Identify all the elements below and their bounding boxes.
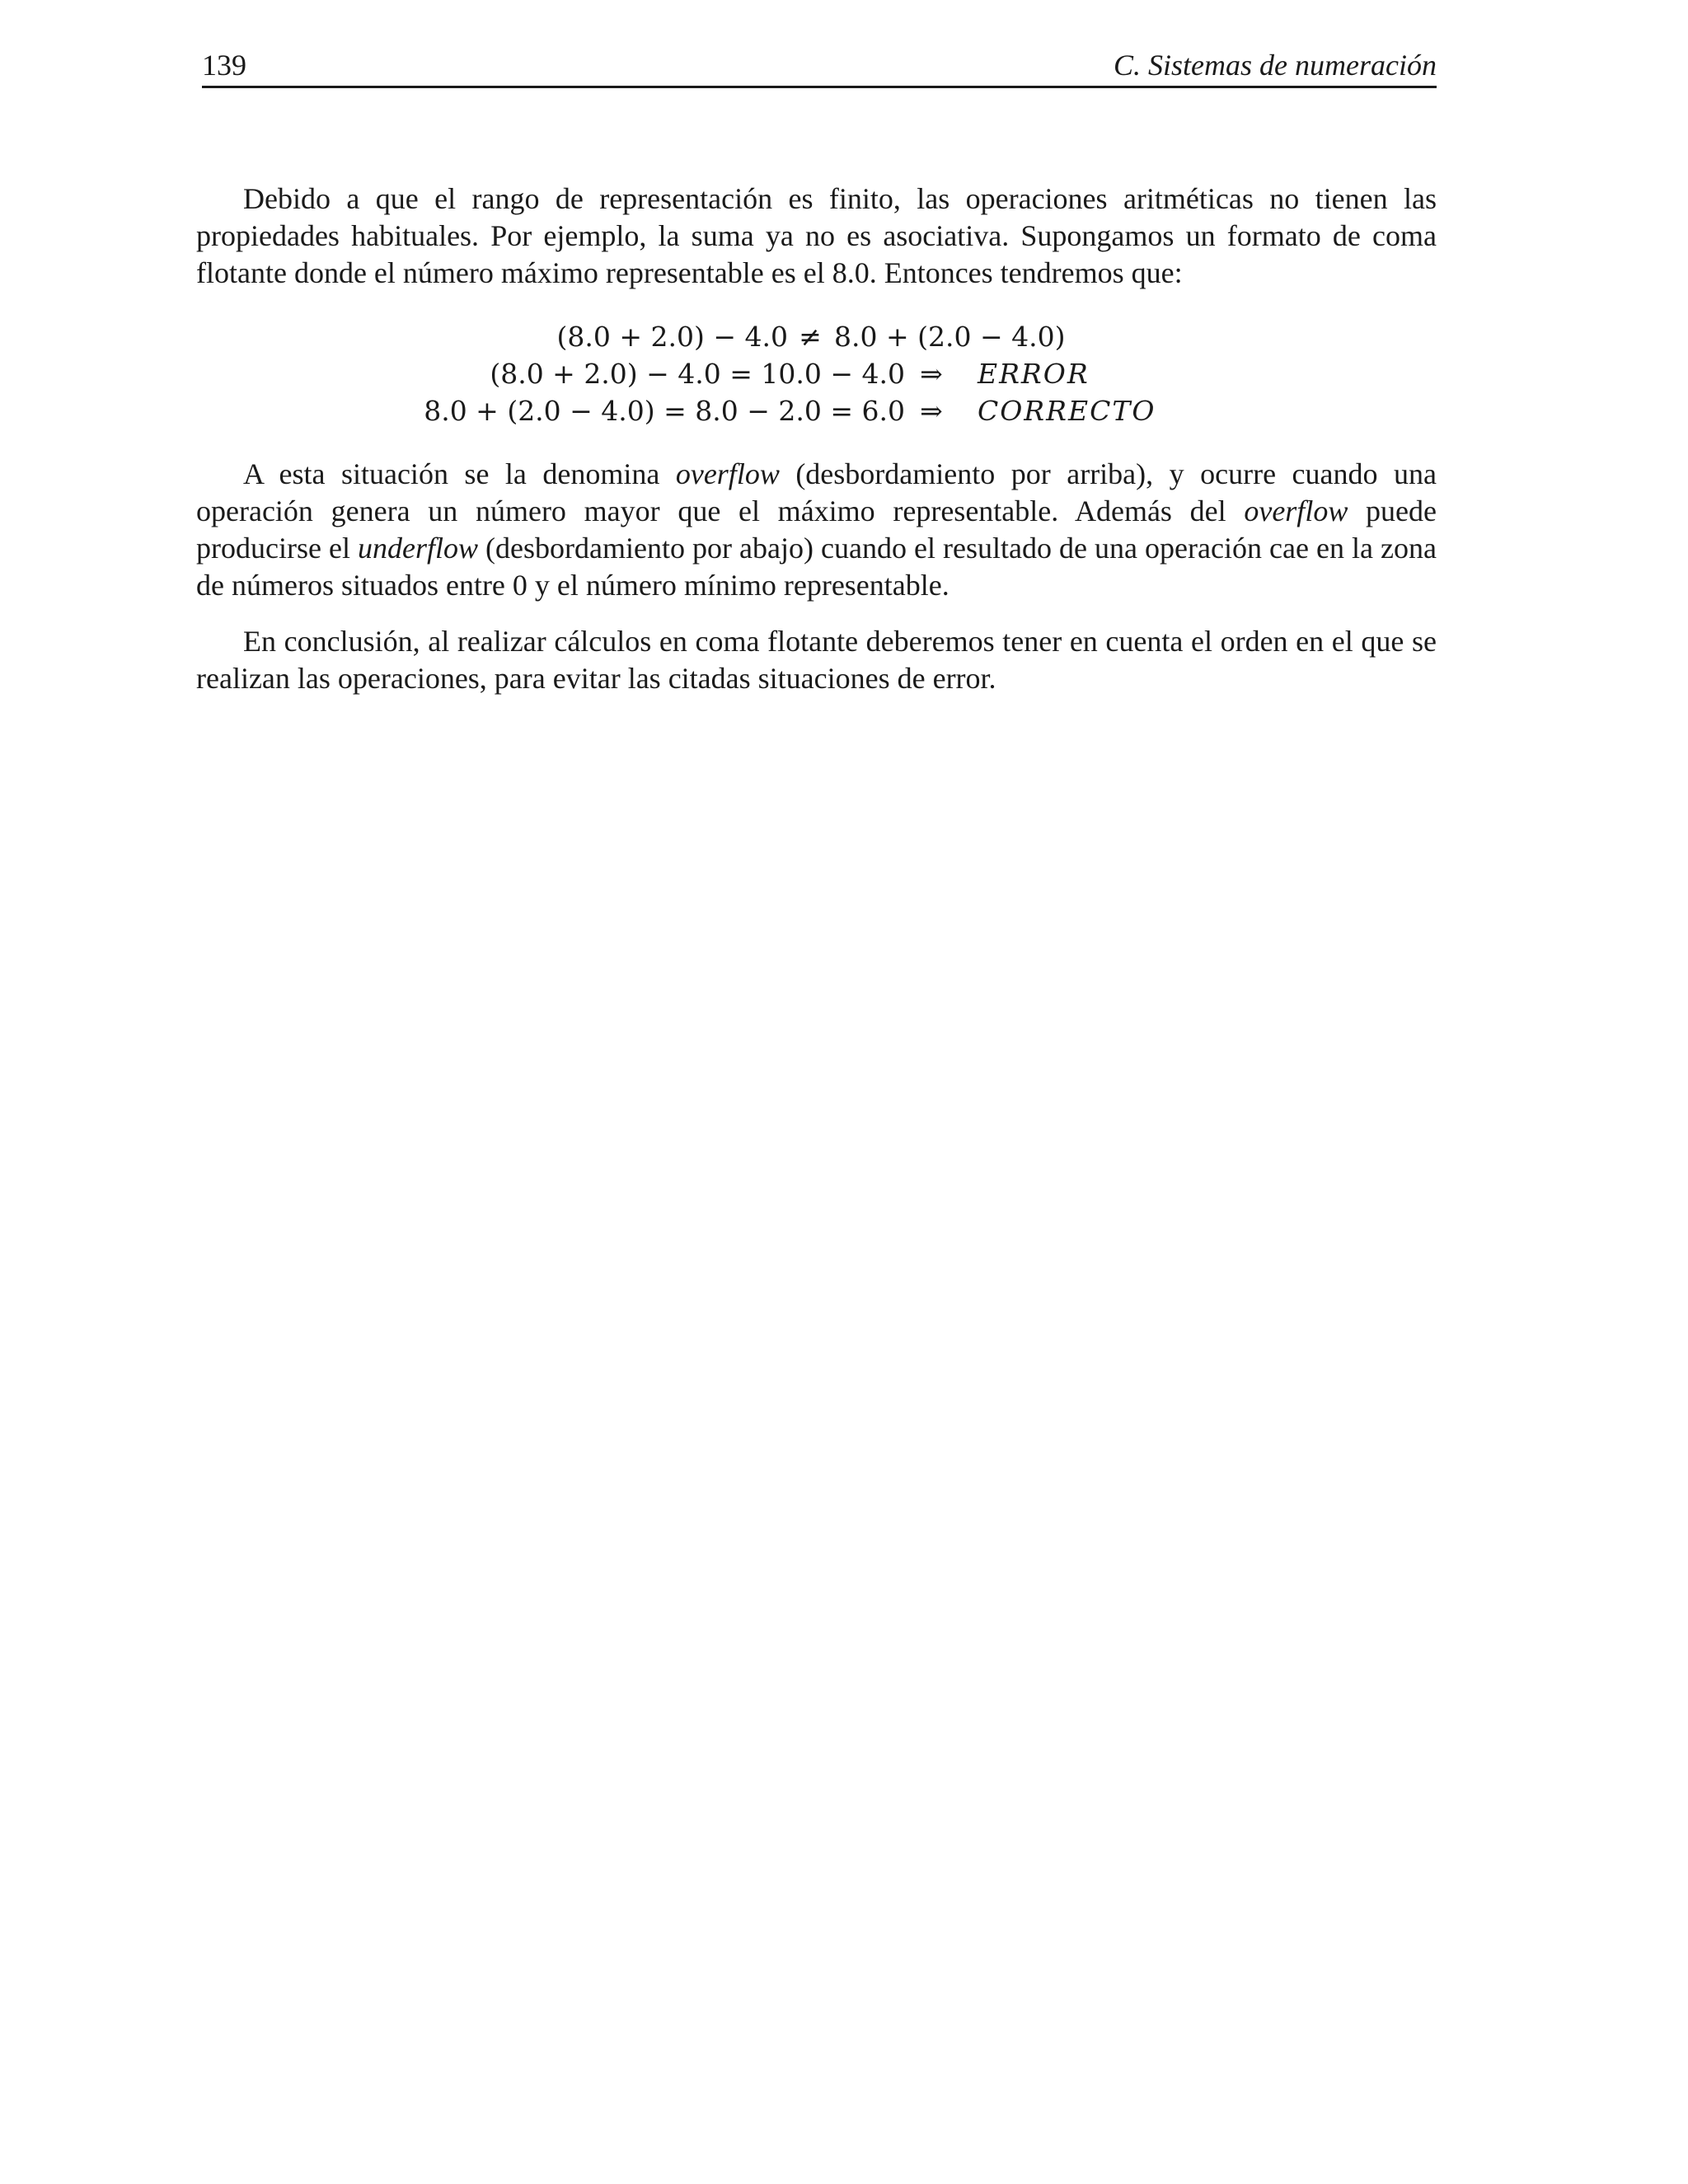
- paragraph-text-part: A esta situación se la denomina: [243, 457, 676, 490]
- equation-left: (8.0 + 2.0) − 4.0 = 10.0 − 4.0: [490, 358, 905, 390]
- chapter-title: C. Sistemas de numeración: [1114, 49, 1437, 82]
- equation-relation: ⇒: [920, 358, 943, 390]
- paragraph-text: Debido a que el rango de representación es finito, las operaciones aritméticas no tienen las propiedades habituales. Por ejemplo, la suma ya no es asociativa. Supongamos un formato de coma flotante donde el número máximo representable es el 8.0. Entonces tendremos que:: [196, 182, 1437, 289]
- equation-row: [0, 355, 1688, 392]
- paragraph-overflow: [196, 456, 1437, 604]
- paragraph-text-part: (desbordamiento por arriba), y ocurre cuando una operación genera un número mayor que el máximo representable. Además del: [196, 457, 1437, 527]
- equation-right: 8.0 + (2.0 − 4.0): [834, 321, 1066, 353]
- paragraph-text-part: (desbordamiento por abajo) cuando el resultado de una operación cae en la zona de números situados entre 0 y el número mínimo representable.: [196, 532, 1437, 602]
- equation-relation: ⇒: [920, 395, 943, 427]
- paragraph-text-part: puede producirse el: [196, 494, 1437, 565]
- paragraph-range-intro: [196, 180, 1437, 292]
- equation-relation: ≠: [799, 321, 822, 353]
- term-underflow: underflow: [358, 532, 479, 565]
- equation-result: ERROR: [978, 358, 1090, 390]
- equation-left: (8.0 + 2.0) − 4.0: [556, 321, 788, 353]
- term-overflow: overflow: [675, 457, 780, 490]
- equation-left: 8.0 + (2.0 − 4.0) = 8.0 − 2.0 = 6.0: [424, 395, 905, 427]
- running-header: [202, 43, 1437, 88]
- paragraph-text: En conclusión, al realizar cálculos en coma flotante deberemos tener en cuenta el orden en el que se realizan las operaciones, para evitar las citadas situaciones de error.: [196, 625, 1437, 695]
- equation-row: [0, 392, 1688, 429]
- paragraph-conclusion: [196, 623, 1437, 697]
- equation-row: [0, 318, 1688, 355]
- equation-result: CORRECTO: [978, 395, 1156, 427]
- term-overflow: overflow: [1244, 494, 1348, 527]
- page-number: 139: [202, 49, 246, 82]
